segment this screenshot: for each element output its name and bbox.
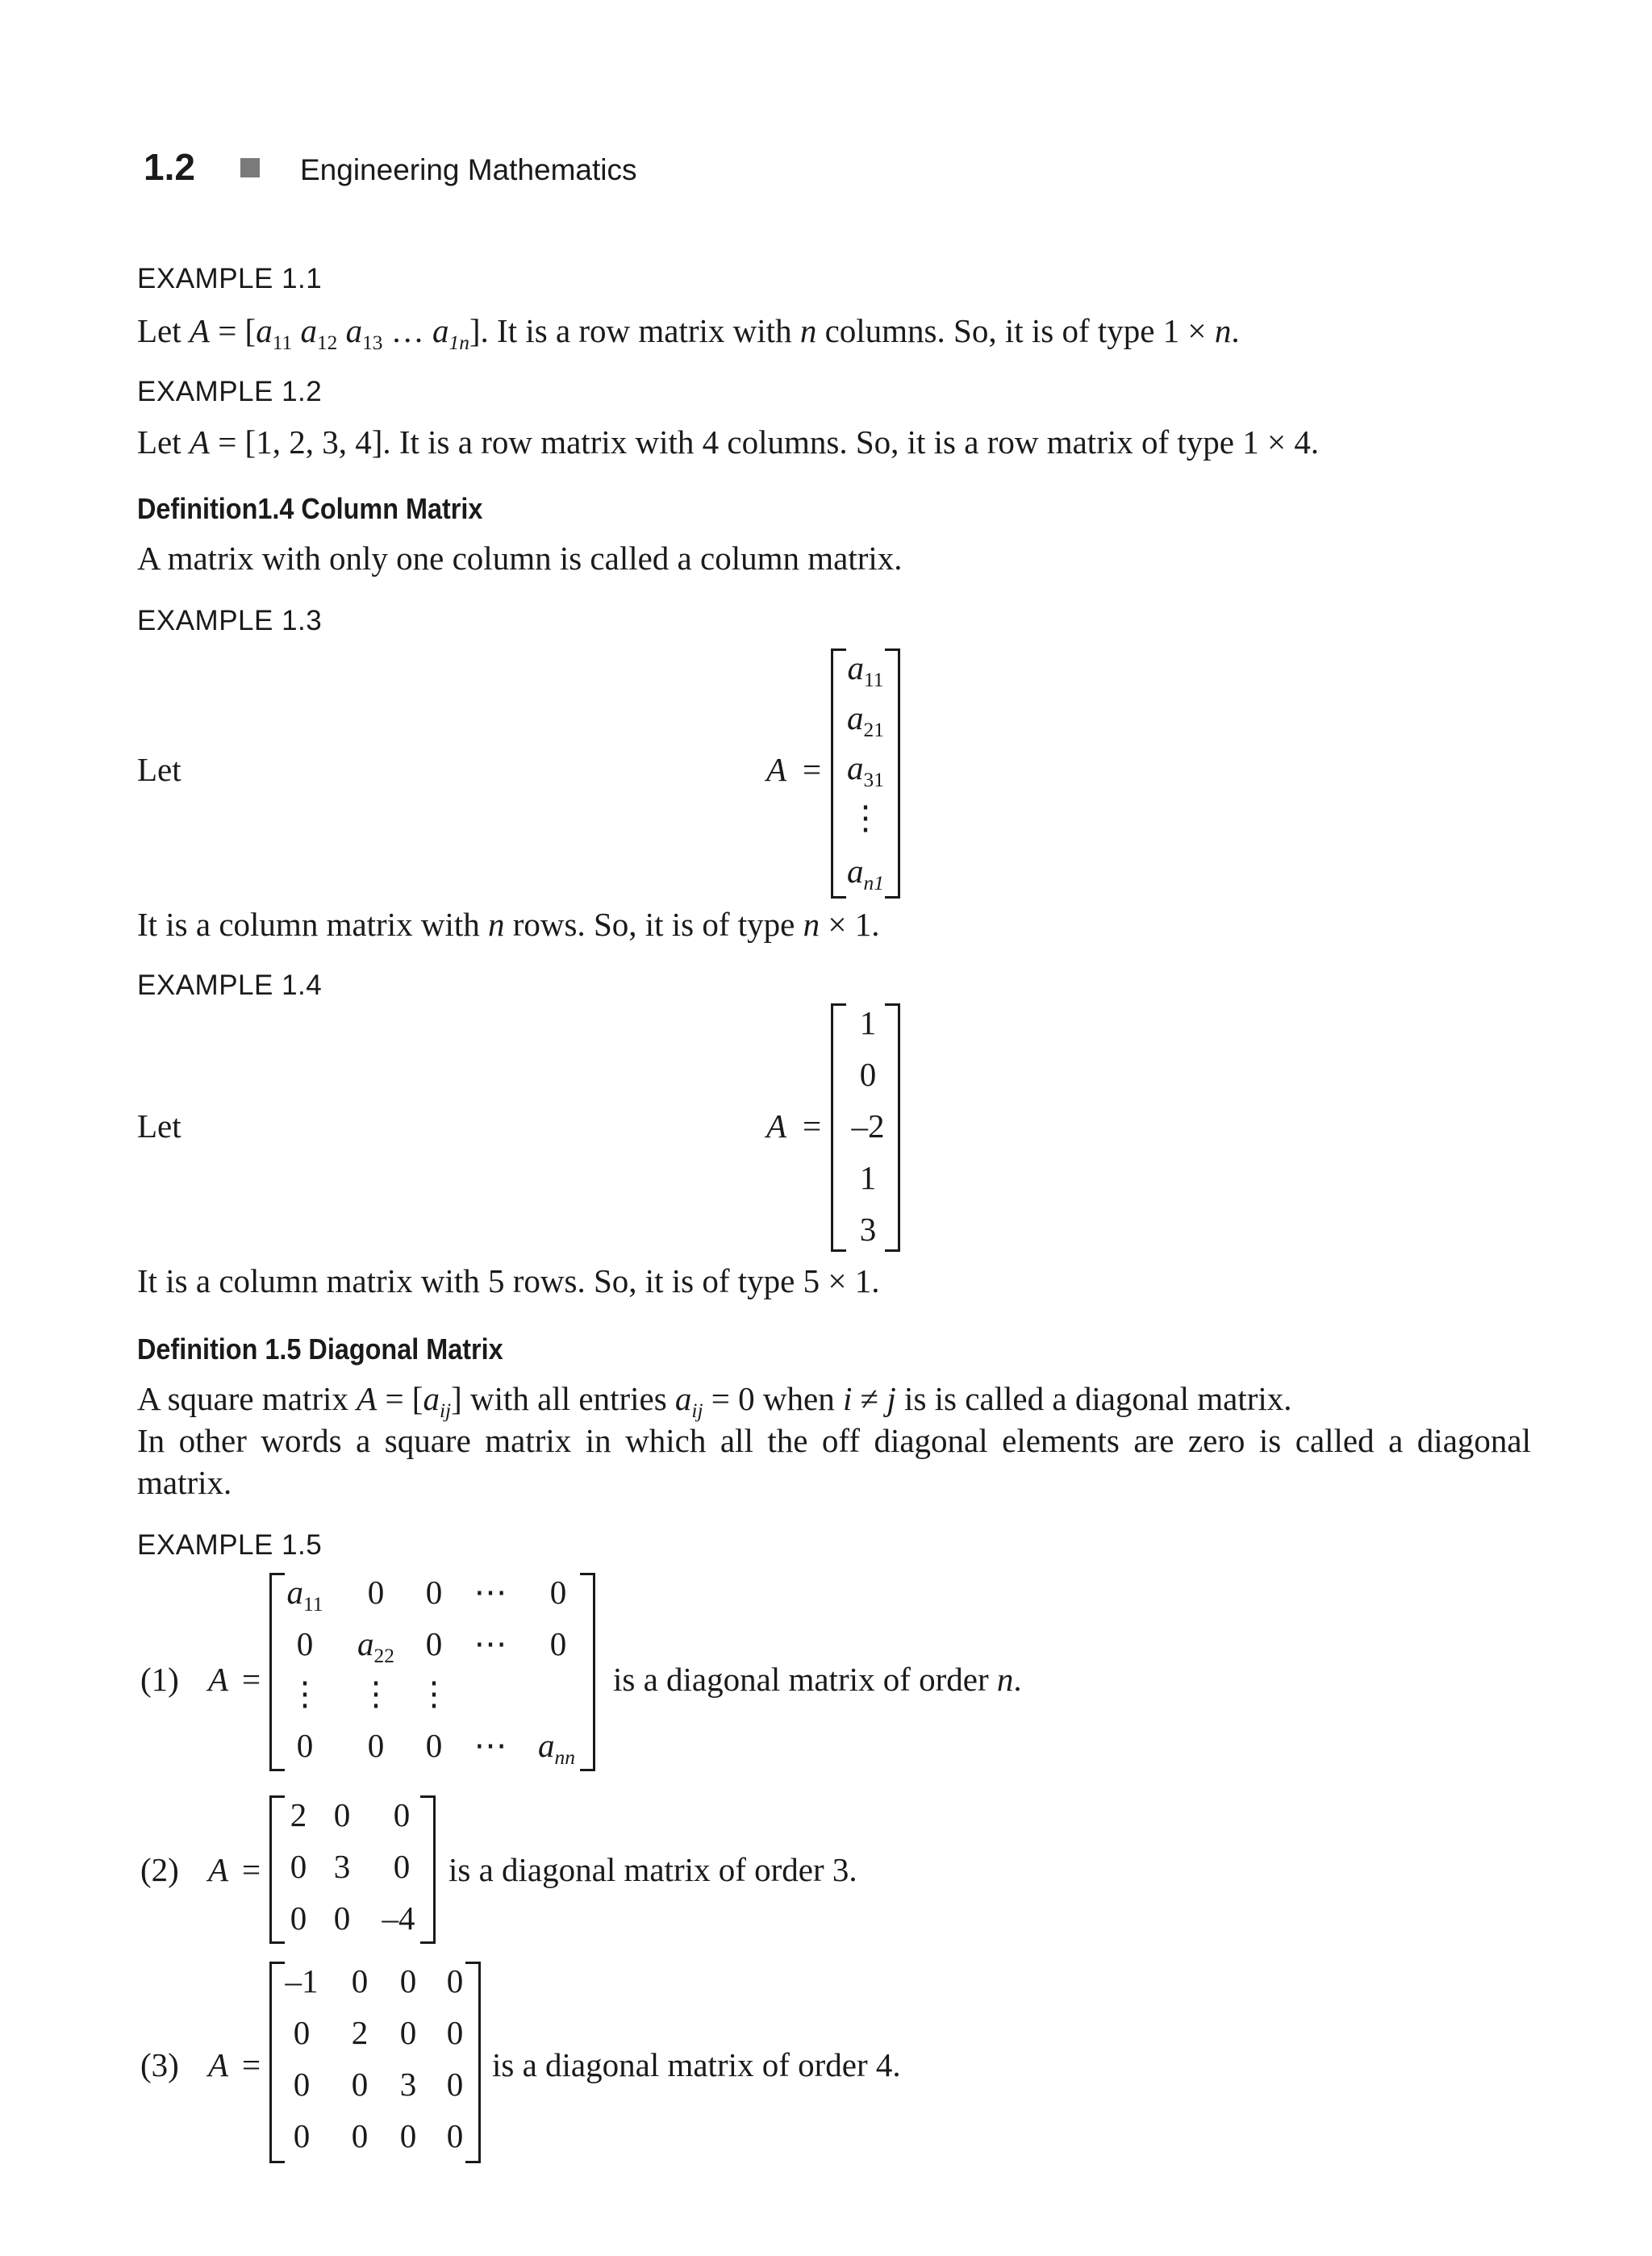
matrix-entry: 0 — [446, 2014, 464, 2051]
example-1-4-matrix — [831, 1003, 900, 1252]
matrix-entry: 0 — [425, 1625, 443, 1662]
matrix-entry: 3 — [399, 2066, 417, 2103]
matrix-entry: 0 — [446, 2066, 464, 2103]
matrix-entry: 0 — [293, 2117, 311, 2154]
matrix-entry: 0 — [296, 1625, 314, 1662]
matrix-entry: $a_{21}$ — [847, 699, 884, 741]
matrix-entry: 0 — [859, 1056, 877, 1093]
definition-1-4-text: A matrix with only one column is called a column matrix. — [137, 540, 903, 577]
matrix-entry: ⋮ — [288, 1675, 322, 1712]
example-1-4-after: It is a column matrix with 5 rows. So, it is of type 5 × 1. — [137, 1262, 880, 1299]
definition-1-5-line1: A square matrix $A = [a_{ij}]$ with all entries $a_{ij} = 0$ when i ≠ j is is called a diagonal matrix. — [137, 1380, 1292, 1422]
matrix-entry: 0 — [393, 1848, 411, 1885]
example-1-1-text: Let $A = [a_{11}$ $a_{12}$ $a_{13}$ … $a_{1n}$]. It is a row matrix with n columns. So, it is of type 1 × n. — [137, 312, 1240, 354]
example-1-3-lhs: A — [766, 751, 787, 788]
example-1-5-heading: EXAMPLE 1.5 — [137, 1529, 323, 1561]
book-title: Engineering Mathematics — [300, 153, 637, 186]
item-1-equals: = — [242, 1661, 261, 1698]
item-3-lhs: A — [208, 2046, 229, 2083]
matrix-entry: 0 — [549, 1574, 567, 1611]
matrix-entry: ⋯ — [473, 1625, 507, 1662]
matrix-entry: 3 — [859, 1211, 877, 1248]
matrix-entry: 3 — [333, 1848, 351, 1885]
matrix-entry: 1 — [859, 1159, 877, 1196]
matrix-entry: 0 — [351, 2117, 369, 2154]
matrix-entry: 0 — [351, 1962, 369, 2000]
matrix-entry: 0 — [425, 1727, 443, 1764]
item-2-description: is a diagonal matrix of order 3. — [448, 1851, 857, 1888]
matrix-entry: 1 — [859, 1004, 877, 1041]
matrix-entry: ⋮ — [417, 1675, 451, 1712]
matrix-entry: 0 — [549, 1625, 567, 1662]
matrix-entry: 0 — [446, 1962, 464, 2000]
matrix-entry: 0 — [446, 2117, 464, 2154]
example-1-4-heading: EXAMPLE 1.4 — [137, 970, 323, 1001]
matrix-entry: 0 — [293, 2066, 311, 2103]
page-number: 1.2 — [144, 146, 195, 188]
item-2-equals: = — [242, 1851, 261, 1888]
matrix-entry: ⋯ — [473, 1574, 507, 1611]
matrix-entry: $a_{31}$ — [847, 749, 884, 791]
matrix-entry: $a_{11}$ — [847, 649, 884, 691]
matrix-entry: 0 — [290, 1848, 307, 1885]
matrix-entry: ⋮ — [849, 799, 882, 836]
example-1-4-lhs: A — [766, 1107, 787, 1145]
matrix-entry: $a_{n1}$ — [847, 853, 884, 894]
matrix-entry: –2 — [851, 1107, 885, 1145]
item-2-matrix — [269, 1795, 436, 1944]
matrix-entry: 0 — [367, 1574, 385, 1611]
item-3-matrix — [269, 1962, 481, 2163]
example-1-3-after: It is a column matrix with n rows. So, it is of type n × 1. — [137, 906, 880, 943]
matrix-entry: 2 — [290, 1796, 307, 1833]
item-2-label: (2) — [140, 1851, 179, 1888]
matrix-entry: 0 — [351, 2066, 369, 2103]
item-2-lhs: A — [208, 1851, 229, 1888]
matrix-entry: 0 — [333, 1899, 351, 1937]
matrix-entry: ⋮ — [359, 1675, 393, 1712]
example-1-3-equals: = — [803, 751, 822, 788]
item-3-description: is a diagonal matrix of order 4. — [492, 2046, 901, 2083]
matrix-entry: 0 — [367, 1727, 385, 1764]
matrix-entry: 0 — [290, 1899, 307, 1937]
example-1-2-text: Let A = [1, 2, 3, 4]. It is a row matrix with 4 columns. So, it is a row matrix of type 1 × 4. — [137, 423, 1320, 461]
example-1-1-heading: EXAMPLE 1.1 — [137, 263, 323, 294]
matrix-entry: 0 — [399, 2117, 417, 2154]
item-1-description: is a diagonal matrix of order n. — [613, 1661, 1022, 1698]
matrix-entry: 0 — [293, 2014, 311, 2051]
item-3-equals: = — [242, 2046, 261, 2083]
matrix-entry: $a_{nn}$ — [538, 1727, 575, 1769]
matrix-entry: $a_{22}$ — [357, 1625, 394, 1667]
matrix-entry: ⋯ — [473, 1727, 507, 1764]
definition-1-5-heading: Definition 1.5 Diagonal Matrix — [137, 1332, 503, 1366]
definition-1-5-line2: In other words a square matrix in which all the off diagonal elements are zero is called a diagonal — [137, 1422, 1531, 1459]
example-1-3-let: Let — [137, 751, 181, 788]
example-1-4-equals: = — [803, 1107, 822, 1145]
matrix-entry: 0 — [393, 1796, 411, 1833]
matrix-entry: 0 — [296, 1727, 314, 1764]
matrix-entry: 0 — [425, 1574, 443, 1611]
matrix-entry: 0 — [333, 1796, 351, 1833]
item-1-label: (1) — [140, 1661, 179, 1698]
definition-1-5-line3: matrix. — [137, 1464, 232, 1501]
definition-1-4-heading: Definition1.4 Column Matrix — [137, 492, 483, 525]
item-3-label: (3) — [140, 2046, 179, 2083]
header-square-icon — [240, 158, 260, 177]
matrix-entry: $a_{11}$ — [286, 1574, 323, 1616]
item-1-lhs: A — [208, 1661, 229, 1698]
item-1-matrix — [269, 1573, 595, 1771]
matrix-entry: 0 — [399, 1962, 417, 2000]
matrix-entry: 2 — [351, 2014, 369, 2051]
example-1-4-let: Let — [137, 1107, 181, 1145]
example-1-2-heading: EXAMPLE 1.2 — [137, 376, 323, 407]
example-1-3-heading: EXAMPLE 1.3 — [137, 605, 323, 636]
example-1-3-matrix — [831, 648, 900, 899]
matrix-entry: –1 — [285, 1962, 319, 2000]
matrix-entry: 0 — [399, 2014, 417, 2051]
matrix-entry: –4 — [382, 1899, 415, 1937]
